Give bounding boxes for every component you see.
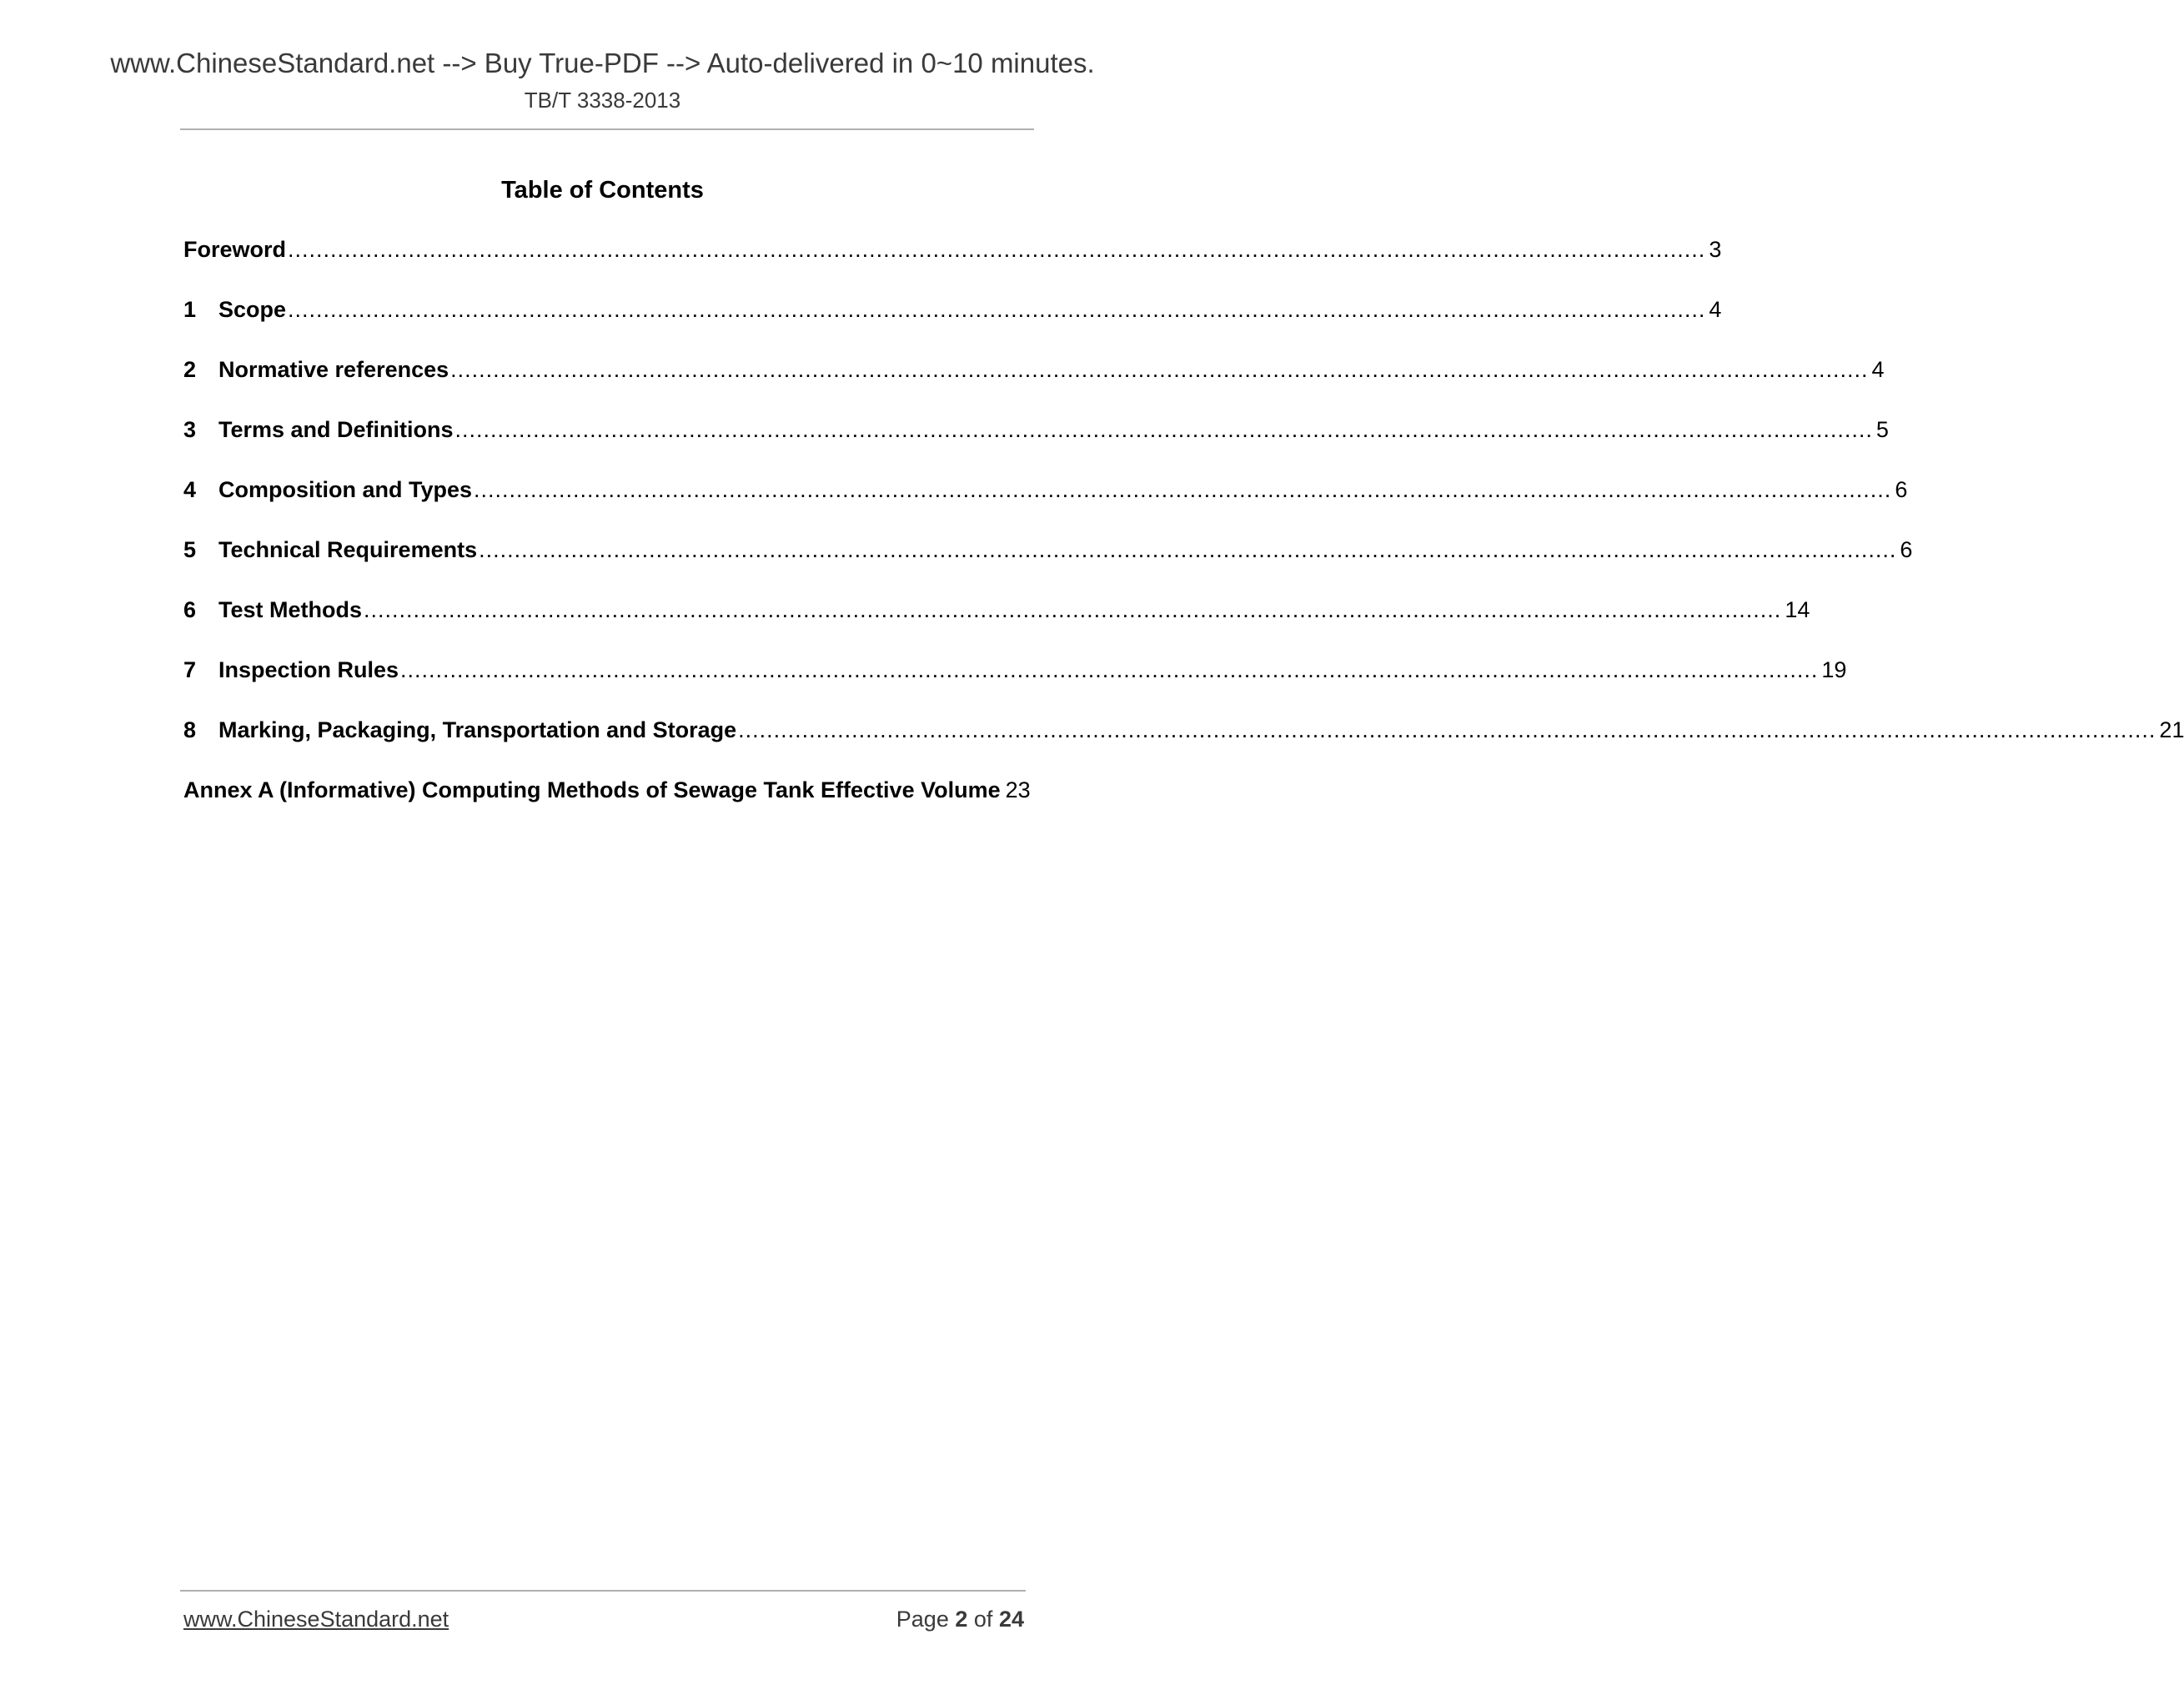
page-indicator <box>896 1605 1024 1633</box>
dot-leader: ........................................................................................................................................................................................................ <box>288 237 1706 262</box>
toc-entry-composition-and-types[interactable] <box>183 475 1908 535</box>
toc-entry-label: Test Methods <box>218 597 363 622</box>
toc-entry-page: 21 <box>2159 717 2184 742</box>
toc-entry-scope[interactable] <box>183 294 1722 355</box>
toc-entry-page: 3 <box>1709 237 1722 262</box>
footer-divider <box>180 1590 1026 1592</box>
toc-entry-number: 8 <box>183 717 197 742</box>
header-divider <box>180 128 1034 130</box>
toc-entry-label: Normative references <box>218 357 449 382</box>
dot-leader: ........................................................................................................................................................................................................ <box>738 717 2156 742</box>
dot-leader: ........................................................................................................................................................................................................ <box>479 537 1897 562</box>
toc-entry-number: 6 <box>183 597 197 622</box>
footer-site-link[interactable]: www.ChineseStandard.net <box>183 1607 449 1632</box>
dot-leader: ........................................................................................................................................................................................................ <box>474 477 1892 502</box>
toc-entry-inspection-rules[interactable] <box>183 655 1847 715</box>
toc-entry-page: 4 <box>1709 297 1722 322</box>
page-of: of <box>973 1607 993 1632</box>
toc-entry-page: 6 <box>1900 537 1913 562</box>
toc-entry-page: 6 <box>1895 477 1908 502</box>
toc-entry-page: 5 <box>1875 417 1889 442</box>
toc-entry-annex-a[interactable] <box>183 775 1030 835</box>
toc-entry-page: 23 <box>1005 777 1031 802</box>
dot-leader: ........................................................................................................................................................................................................ <box>400 657 1819 682</box>
table-of-contents <box>183 234 2184 835</box>
toc-entry-test-methods[interactable] <box>183 595 1810 655</box>
toc-entry-number: 4 <box>183 477 197 502</box>
toc-entry-normative-references[interactable] <box>183 355 1885 415</box>
dot-leader: ........................................................................................................................................................................................................ <box>288 297 1706 322</box>
toc-entry-page: 4 <box>1871 357 1885 382</box>
toc-entry-label: Annex A (Informative) Computing Methods of Sewage Tank Effective Volume <box>183 777 1001 802</box>
toc-entry-page: 14 <box>1785 597 1810 622</box>
toc-entry-label: Marking, Packaging, Transportation and Storage <box>218 717 737 742</box>
toc-entry-technical-requirements[interactable] <box>183 535 1913 595</box>
page-prefix: Page <box>896 1607 949 1632</box>
toc-title: Table of Contents <box>501 177 704 204</box>
toc-entry-label: Foreword <box>183 237 287 262</box>
total-pages-number: 24 <box>998 1607 1024 1632</box>
toc-entry-label: Technical Requirements <box>218 537 478 562</box>
toc-entry-label: Scope <box>218 297 287 322</box>
dot-leader: ........................................................................................................................................................................................................ <box>454 417 1873 442</box>
dot-leader: ........................................................................................................................................................................................................ <box>450 357 1869 382</box>
toc-entry-page: 19 <box>1821 657 1847 682</box>
toc-entry-number: 2 <box>183 357 197 382</box>
toc-entry-number: 7 <box>183 657 197 682</box>
dot-leader: ........................................................................................................................................................................................................ <box>364 597 1782 622</box>
toc-entry-number: 3 <box>183 417 197 442</box>
toc-entry-number: 1 <box>183 297 197 322</box>
toc-entry-terms-and-definitions[interactable] <box>183 415 1889 475</box>
toc-entry-foreword[interactable] <box>183 234 1722 294</box>
current-page-number: 2 <box>955 1607 968 1632</box>
toc-entry-label: Inspection Rules <box>218 657 399 682</box>
toc-entry-label: Terms and Definitions <box>218 417 454 442</box>
toc-entry-number: 5 <box>183 537 197 562</box>
toc-entry-marking-packaging[interactable] <box>183 715 2184 775</box>
toc-entry-label: Composition and Types <box>218 477 473 502</box>
site-banner: www.ChineseStandard.net --> Buy True-PDF --> Auto-delivered in 0~10 minutes. <box>110 48 1095 78</box>
document-code: TB/T 3338-2013 <box>524 88 681 113</box>
